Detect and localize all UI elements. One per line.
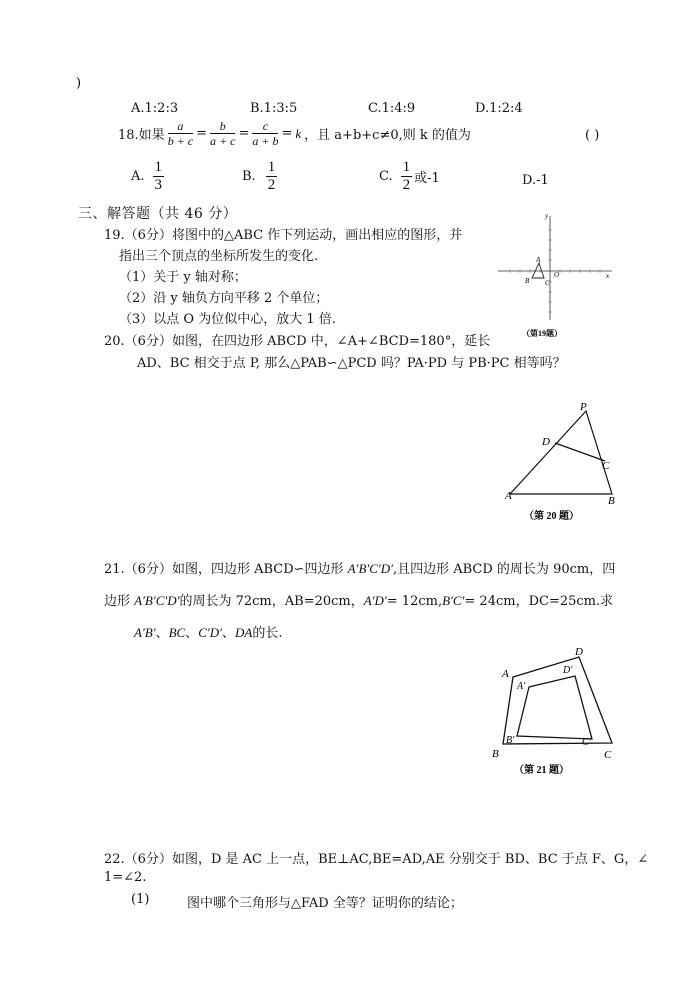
point-d-label: D [575,646,583,658]
q22-item1-number: (1) [131,892,150,907]
q18-option-b: B. $\frac{1}{2}$ [242,159,276,193]
q20-caption: （第 20 题） [524,511,579,522]
equals-sign: = [196,126,208,141]
q19-item3: （3）以点 O 为位似中心，放大 1 倍. [119,312,336,327]
q18-answer-paren: ( ) [585,128,600,143]
origin-label: O [554,271,560,279]
triangle-abc [532,263,544,278]
q22-item1-text: 图中哪个三角形与△FAD 全等？证明你的结论； [187,896,463,911]
q21-figure [486,640,626,780]
triangle-pab [510,411,612,494]
q20-line1: 20.（6分）如图，在四边形 ABCD 中，∠A+∠BCD=180°，延长 [104,334,491,349]
q17-option-d: D.1:2:4 [475,101,523,116]
q18-fraction-b: $\frac{b}{a + c}$ [210,119,236,148]
q18-option-c: C. $\frac{1}{2}$ 或-1 [379,159,440,193]
section-heading: 三、解答题（共 46 分） [78,206,238,222]
q18-fraction-a: $\frac{a}{b + c}$ [167,119,194,148]
point-p-label: P [580,401,587,413]
q18-prefix: 18.如果 [118,128,165,143]
q22-line1: 22.（6分）如图，D 是 AC 上一点，BE⊥AC,BE=AD,AE 分别交于 BD、BC 于点 F、G，∠ [104,852,649,867]
x-axis-label: x [606,272,610,280]
point-d-prime-label: D′ [563,665,573,676]
q19-line2: 指出三个顶点的坐标所发生的变化. [119,249,319,264]
q19-caption: （第19题） [522,329,562,338]
vertex-c-label: C [545,279,550,287]
point-d-label: D [542,436,550,448]
q17-option-b: B.1:3:5 [250,101,298,116]
point-a-prime-label: A′ [517,681,526,692]
q17-option-a: A.1:2:3 [131,101,179,116]
q18-option-d: D.-1 [522,173,549,188]
point-a-label: A [502,668,509,680]
point-b-label: B [492,748,499,760]
q19-line1: 19.（6分）将图中的△ABC 作下列运动，画出相应的图形，并 [104,228,463,243]
q21-line2: 边形 A′B′C′D′的周长为 72cm，AB=20cm，A′D′= 12cm,B′C′= 24cm，DC=25cm.求 [104,593,614,609]
vertex-b-label: B [525,277,530,285]
y-axis-label: y [545,212,549,220]
segment-dc [555,443,605,461]
q18-k: k [295,125,302,141]
point-b-label: B [608,495,615,507]
q19-coordinate-figure [490,208,620,343]
q21-line1: 21.（6分）如图，四边形 ABCD∽四边形 A′B′C′D′,且四边形 ABCD 的周长为 90cm，四 [104,561,616,577]
quadrilateral-a2b2c2d2 [517,676,592,739]
quadrilateral-abcd [503,657,612,744]
q20-line2: AD、BC 相交于点 P, 那么△PAB∽△PCD 吗？PA·PD 与 PB·PC 相等吗？ [137,356,566,371]
q18-fraction-c: $\frac{c}{a + b}$ [252,119,279,148]
vertex-a-label: A [536,256,541,264]
q22-line2: 1=∠2. [104,870,147,885]
q21-line3: A′B′、BC、C′D′、DA的长. [134,625,283,641]
q19-item1: （1）关于 y 轴对称； [119,270,247,285]
point-c-prime-label: C′ [582,737,591,748]
q18-suffix: ，且 a+b+c≠0,则 k 的值为 [304,128,471,143]
equals-sign: = [238,126,250,141]
q18-option-a: A. $\frac{1}{3}$ [131,159,163,193]
point-c-label: C [604,749,612,761]
point-b-prime-label: B′ [506,735,515,746]
q21-caption: （第 21 题） [514,765,569,776]
q18-stem [118,120,471,147]
equals-sign: = [281,126,293,141]
q17-option-c: C.1:4:9 [368,101,416,116]
q19-item2: （2）沿 y 轴负方向平移 2 个单位； [119,291,329,306]
q17-paren-tail: ) [76,76,82,91]
point-a-label: A [505,490,512,502]
point-c-label: C [602,460,610,472]
q20-figure [496,398,636,528]
